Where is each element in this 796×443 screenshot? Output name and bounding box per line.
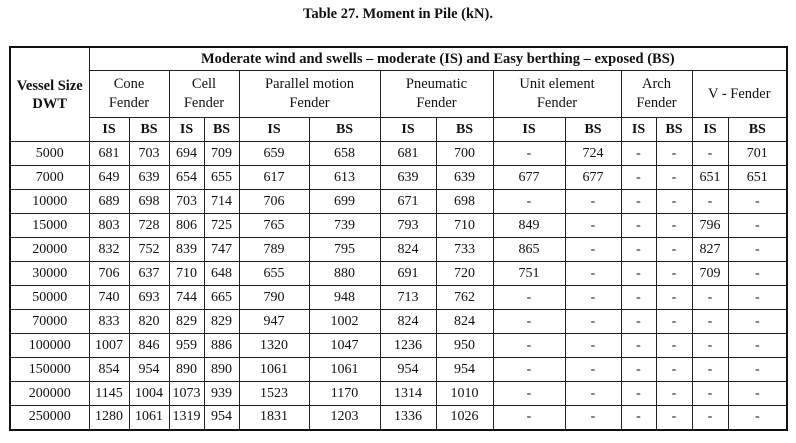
value-cell: 854 <box>89 358 129 382</box>
is-header: IS <box>239 118 309 142</box>
value-cell: - <box>692 406 728 430</box>
value-cell: - <box>692 382 728 406</box>
value-cell: - <box>621 310 656 334</box>
value-cell: 1203 <box>309 406 380 430</box>
value-cell: - <box>656 166 692 190</box>
value-cell: 665 <box>204 286 239 310</box>
value-cell: 1236 <box>380 334 436 358</box>
value-cell: 765 <box>239 214 309 238</box>
table-row <box>10 214 787 238</box>
value-cell: 890 <box>169 358 204 382</box>
value-cell: - <box>692 334 728 358</box>
value-cell: 639 <box>436 166 493 190</box>
vessel-size-cell: 100000 <box>10 334 89 358</box>
table-row <box>10 286 787 310</box>
value-cell: 833 <box>89 310 129 334</box>
value-cell: 959 <box>169 334 204 358</box>
value-cell: - <box>565 190 621 214</box>
value-cell: - <box>728 238 787 262</box>
table-row <box>10 310 787 334</box>
is-header: IS <box>89 118 129 142</box>
value-cell: - <box>565 406 621 430</box>
bs-header: BS <box>436 118 493 142</box>
value-cell: 649 <box>89 166 129 190</box>
value-cell: 720 <box>436 262 493 286</box>
value-cell: 706 <box>89 262 129 286</box>
cone-fender-header: Cone Fender <box>89 71 169 118</box>
vessel-size-cell: 10000 <box>10 190 89 214</box>
vessel-size-label: Vessel Size <box>16 77 83 94</box>
value-cell: 1007 <box>89 334 129 358</box>
value-cell: - <box>621 190 656 214</box>
value-cell: 954 <box>380 358 436 382</box>
value-cell: - <box>656 238 692 262</box>
cell-fender-header: Cell Fender <box>169 71 239 118</box>
value-cell: - <box>493 406 565 430</box>
value-cell: - <box>728 382 787 406</box>
is-header: IS <box>692 118 728 142</box>
value-cell: 954 <box>204 406 239 430</box>
value-cell: - <box>565 238 621 262</box>
table-row <box>10 190 787 214</box>
table-caption: Table 27. Moment in Pile (kN). <box>303 6 493 22</box>
value-cell: 950 <box>436 334 493 358</box>
value-cell: 1831 <box>239 406 309 430</box>
value-cell: 947 <box>239 310 309 334</box>
value-cell: - <box>493 358 565 382</box>
value-cell: 693 <box>129 286 169 310</box>
table-row <box>10 406 787 430</box>
value-cell: - <box>656 142 692 166</box>
value-cell: - <box>621 166 656 190</box>
value-cell: - <box>621 262 656 286</box>
value-cell: 677 <box>493 166 565 190</box>
value-cell: 1073 <box>169 382 204 406</box>
value-cell: 744 <box>169 286 204 310</box>
value-cell: 829 <box>169 310 204 334</box>
value-cell: 677 <box>565 166 621 190</box>
value-cell: - <box>692 286 728 310</box>
value-cell: 789 <box>239 238 309 262</box>
vessel-size-cell: 30000 <box>10 262 89 286</box>
is-bs-header-row <box>10 118 787 142</box>
value-cell: 710 <box>169 262 204 286</box>
v-fender-header: V - Fender <box>692 71 787 118</box>
value-cell: - <box>493 190 565 214</box>
pneumatic-fender-header: Pneumatic Fender <box>380 71 493 118</box>
vessel-size-cell: 200000 <box>10 382 89 406</box>
value-cell: - <box>493 142 565 166</box>
value-cell: - <box>728 286 787 310</box>
table-row <box>10 382 787 406</box>
value-cell: 751 <box>493 262 565 286</box>
value-cell: 713 <box>380 286 436 310</box>
value-cell: 613 <box>309 166 380 190</box>
moment-in-pile-table <box>9 46 788 431</box>
value-cell: 689 <box>89 190 129 214</box>
value-cell: 698 <box>129 190 169 214</box>
value-cell: 1047 <box>309 334 380 358</box>
value-cell: 747 <box>204 238 239 262</box>
value-cell: - <box>565 214 621 238</box>
value-cell: - <box>692 358 728 382</box>
vessel-size-cell: 5000 <box>10 142 89 166</box>
value-cell: - <box>728 310 787 334</box>
value-cell: 694 <box>169 142 204 166</box>
value-cell: 806 <box>169 214 204 238</box>
value-cell: 701 <box>728 142 787 166</box>
value-cell: 839 <box>169 238 204 262</box>
value-cell: - <box>692 142 728 166</box>
table-row <box>10 358 787 382</box>
bs-header: BS <box>728 118 787 142</box>
value-cell: 724 <box>565 142 621 166</box>
value-cell: 824 <box>380 310 436 334</box>
value-cell: 681 <box>380 142 436 166</box>
value-cell: - <box>621 142 656 166</box>
parallel-motion-fender-header: Parallel motion Fender <box>239 71 380 118</box>
value-cell: 1026 <box>436 406 493 430</box>
table-row <box>10 142 787 166</box>
value-cell: - <box>565 262 621 286</box>
value-cell: 714 <box>204 190 239 214</box>
vessel-size-header <box>10 47 89 142</box>
group-header: Moderate wind and swells – moderate (IS) and Easy berthing – exposed (BS) <box>89 47 787 71</box>
bs-header: BS <box>565 118 621 142</box>
value-cell: - <box>621 406 656 430</box>
vessel-size-cell: 20000 <box>10 238 89 262</box>
value-cell: - <box>656 286 692 310</box>
vessel-size-cell: 250000 <box>10 406 89 430</box>
value-cell: 954 <box>129 358 169 382</box>
value-cell: 651 <box>728 166 787 190</box>
value-cell: - <box>692 310 728 334</box>
value-cell: 1319 <box>169 406 204 430</box>
value-cell: 659 <box>239 142 309 166</box>
value-cell: 739 <box>309 214 380 238</box>
value-cell: 733 <box>436 238 493 262</box>
value-cell: - <box>656 310 692 334</box>
value-cell: 954 <box>436 358 493 382</box>
value-cell: 725 <box>204 214 239 238</box>
value-cell: - <box>656 262 692 286</box>
value-cell: - <box>565 334 621 358</box>
value-cell: - <box>621 358 656 382</box>
dwt-label: DWT <box>32 95 68 112</box>
value-cell: 700 <box>436 142 493 166</box>
value-cell: 637 <box>129 262 169 286</box>
value-cell: 706 <box>239 190 309 214</box>
value-cell: 832 <box>89 238 129 262</box>
value-cell: - <box>728 406 787 430</box>
value-cell: 740 <box>89 286 129 310</box>
value-cell: 639 <box>129 166 169 190</box>
value-cell: 617 <box>239 166 309 190</box>
bs-header: BS <box>204 118 239 142</box>
value-cell: 639 <box>380 166 436 190</box>
value-cell: - <box>656 382 692 406</box>
vessel-size-cell: 70000 <box>10 310 89 334</box>
value-cell: 890 <box>204 358 239 382</box>
unit-element-fender-header: Unit element Fender <box>493 71 621 118</box>
value-cell: 709 <box>692 262 728 286</box>
table-row <box>10 238 787 262</box>
value-cell: - <box>565 382 621 406</box>
value-cell: - <box>656 358 692 382</box>
value-cell: 1145 <box>89 382 129 406</box>
value-cell: 728 <box>129 214 169 238</box>
value-cell: 655 <box>204 166 239 190</box>
value-cell: - <box>728 214 787 238</box>
bs-header: BS <box>129 118 169 142</box>
value-cell: 681 <box>89 142 129 166</box>
value-cell: 1170 <box>309 382 380 406</box>
value-cell: 703 <box>129 142 169 166</box>
value-cell: 698 <box>436 190 493 214</box>
table-row <box>10 262 787 286</box>
value-cell: 886 <box>204 334 239 358</box>
value-cell: 880 <box>309 262 380 286</box>
value-cell: - <box>493 334 565 358</box>
value-cell: - <box>656 406 692 430</box>
value-cell: 796 <box>692 214 728 238</box>
table-row <box>10 166 787 190</box>
value-cell: - <box>565 358 621 382</box>
value-cell: 1061 <box>129 406 169 430</box>
value-cell: 658 <box>309 142 380 166</box>
value-cell: 651 <box>692 166 728 190</box>
value-cell: 655 <box>239 262 309 286</box>
is-header: IS <box>493 118 565 142</box>
value-cell: 827 <box>692 238 728 262</box>
value-cell: 1523 <box>239 382 309 406</box>
value-cell: 710 <box>436 214 493 238</box>
value-cell: - <box>493 382 565 406</box>
value-cell: 691 <box>380 262 436 286</box>
value-cell: 849 <box>493 214 565 238</box>
value-cell: - <box>621 286 656 310</box>
value-cell: - <box>621 238 656 262</box>
value-cell: - <box>728 190 787 214</box>
value-cell: 829 <box>204 310 239 334</box>
value-cell: 1061 <box>309 358 380 382</box>
vessel-size-cell: 15000 <box>10 214 89 238</box>
vessel-size-cell: 50000 <box>10 286 89 310</box>
bs-header: BS <box>309 118 380 142</box>
value-cell: 790 <box>239 286 309 310</box>
value-cell: 1314 <box>380 382 436 406</box>
value-cell: - <box>621 334 656 358</box>
value-cell: 1280 <box>89 406 129 430</box>
value-cell: 1061 <box>239 358 309 382</box>
arch-fender-header: Arch Fender <box>621 71 692 118</box>
value-cell: - <box>656 190 692 214</box>
is-header: IS <box>380 118 436 142</box>
value-cell: - <box>728 358 787 382</box>
value-cell: - <box>728 262 787 286</box>
value-cell: - <box>621 382 656 406</box>
is-header: IS <box>621 118 656 142</box>
value-cell: 803 <box>89 214 129 238</box>
value-cell: 1002 <box>309 310 380 334</box>
value-cell: 699 <box>309 190 380 214</box>
value-cell: 1336 <box>380 406 436 430</box>
value-cell: 820 <box>129 310 169 334</box>
value-cell: 1010 <box>436 382 493 406</box>
value-cell: 709 <box>204 142 239 166</box>
value-cell: 865 <box>493 238 565 262</box>
value-cell: - <box>656 334 692 358</box>
value-cell: - <box>656 214 692 238</box>
value-cell: - <box>728 334 787 358</box>
value-cell: - <box>565 310 621 334</box>
value-cell: 846 <box>129 334 169 358</box>
value-cell: 824 <box>380 238 436 262</box>
value-cell: 824 <box>436 310 493 334</box>
value-cell: 752 <box>129 238 169 262</box>
value-cell: - <box>493 310 565 334</box>
value-cell: 948 <box>309 286 380 310</box>
table-body <box>10 142 787 430</box>
vessel-size-cell: 7000 <box>10 166 89 190</box>
value-cell: - <box>692 190 728 214</box>
table-row <box>10 334 787 358</box>
value-cell: 648 <box>204 262 239 286</box>
value-cell: 793 <box>380 214 436 238</box>
value-cell: 939 <box>204 382 239 406</box>
value-cell: 671 <box>380 190 436 214</box>
value-cell: 1320 <box>239 334 309 358</box>
value-cell: 1004 <box>129 382 169 406</box>
value-cell: 762 <box>436 286 493 310</box>
value-cell: - <box>493 286 565 310</box>
bs-header: BS <box>656 118 692 142</box>
value-cell: 795 <box>309 238 380 262</box>
value-cell: 654 <box>169 166 204 190</box>
value-cell: - <box>621 214 656 238</box>
is-header: IS <box>169 118 204 142</box>
value-cell: 703 <box>169 190 204 214</box>
vessel-size-cell: 150000 <box>10 358 89 382</box>
value-cell: - <box>565 286 621 310</box>
